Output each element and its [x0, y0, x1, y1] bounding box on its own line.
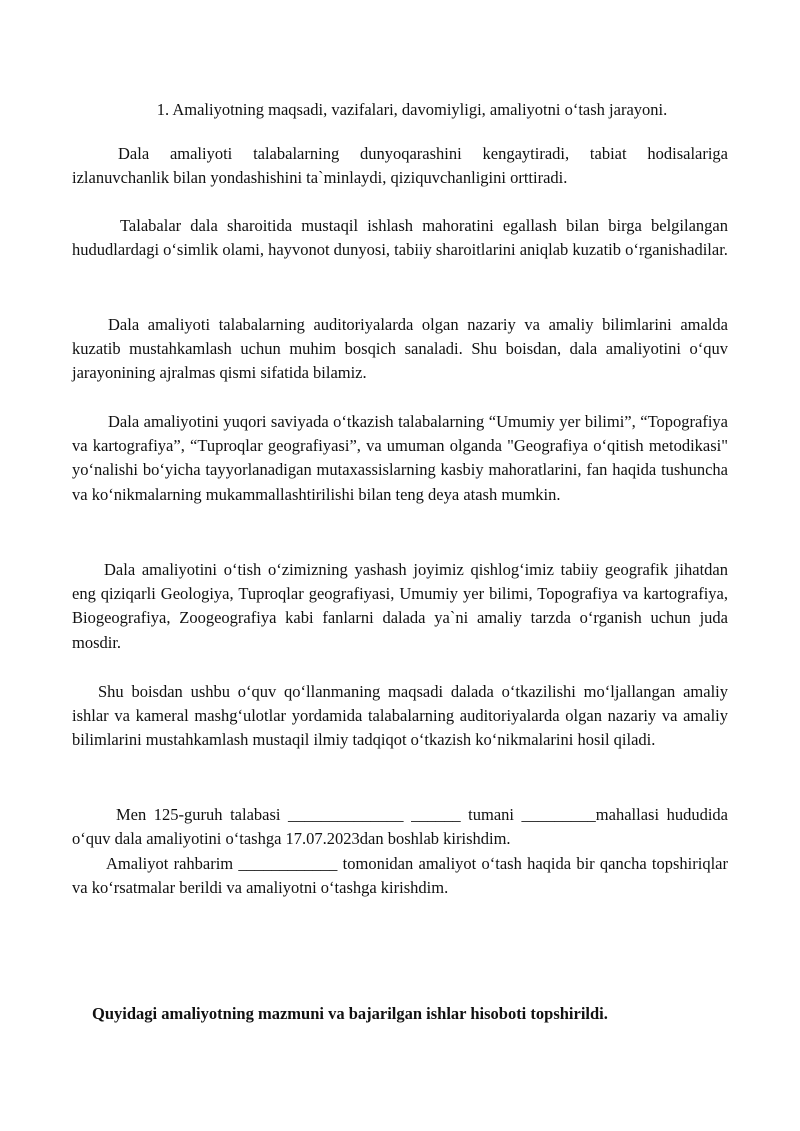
- paragraph-8-supervisor: Amaliyot rahbarim ____________ tomonidan amaliyot o‘tash haqida bir qancha topshiriqlar va ko‘rsatmalar berildi va amaliyotni o‘tashga kirishdim.: [72, 854, 728, 898]
- paragraph-5: Dala amaliyotini o‘tish o‘zimizning yashash joyimiz qishlog‘imiz tabiiy geografik jihatdan eng qiziqarli Geologiya, Tuproqlar geografiyasi, Umumiy yer bilimi, Topografiya va kartografiya, Biogeografiya, Zoogeografiya kabi fanlarni dalada ya`ni amaliy tarzda o‘rganish uchun juda mosdir.: [72, 560, 728, 652]
- paragraph-6: Shu boisdan ushbu o‘quv qo‘llanmaning maqsadi dalada o‘tkazilishi mo‘ljallangan amaliy ishlar va kameral mashg‘ulotlar yordamida talabalarning auditoriyalarda olgan nazariy va amaliy bilimlarini mustahkamlash mustaqil ilmiy tadqiqot o‘tkazish ko‘nikmalarini hosil qiladi.: [72, 682, 728, 750]
- closing-statement: Quyidagi amaliyotning mazmuni va bajarilgan ishlar hisoboti topshirildi.: [92, 1004, 608, 1023]
- section-heading: 1. Amaliyotning maqsadi, vazifalari, davomiyligi, amaliyotni o‘tash jarayoni.: [156, 100, 668, 119]
- paragraph-7-student-info: Men 125-guruh talabasi ______________ ______ tumani _________mahallasi hududida o‘quv dala amaliyotini o‘tashga 17.07.2023dan boshlab kirishdim.: [72, 805, 728, 849]
- paragraph-2: Talabalar dala sharoitida mustaqil ishlash mahoratini egallash bilan birga belgilangan hududlardagi o‘simlik olami, hayvonot dunyosi, tabiiy sharoitlarini aniqlab kuzatib o‘rganishadilar.: [72, 216, 728, 260]
- paragraph-1: Dala amaliyoti talabalarning dunyoqarashini kengaytiradi, tabiat hodisalariga izlanuvchanlik bilan yondashishini ta`minlaydi, qiziquvchanligini orttiradi.: [72, 144, 728, 188]
- paragraph-3: Dala amaliyoti talabalarning auditoriyalarda olgan nazariy va amaliy bilimlarini amalda kuzatib mustahkamlash uchun muhim bosqich sanaladi. Shu boisdan, dala amaliyotini o‘quv jarayonining ajralmas qismi sifatida bilamiz.: [72, 315, 728, 383]
- paragraph-4: Dala amaliyotini yuqori saviyada o‘tkazish talabalarning “Umumiy yer bilimi”, “Topografiya va kartografiya”, “Tuproqlar geografiyasi”, va umuman olganda "Geografiya o‘qitish metodikasi" yo‘nalishi bo‘yicha tayyorlanadigan mutaxassislarning kasbiy mahoratlarini, fan haqida tushuncha va ko‘nikmalarning mukammallashtirilishi bilan teng deya atash mumkin.: [72, 412, 728, 504]
